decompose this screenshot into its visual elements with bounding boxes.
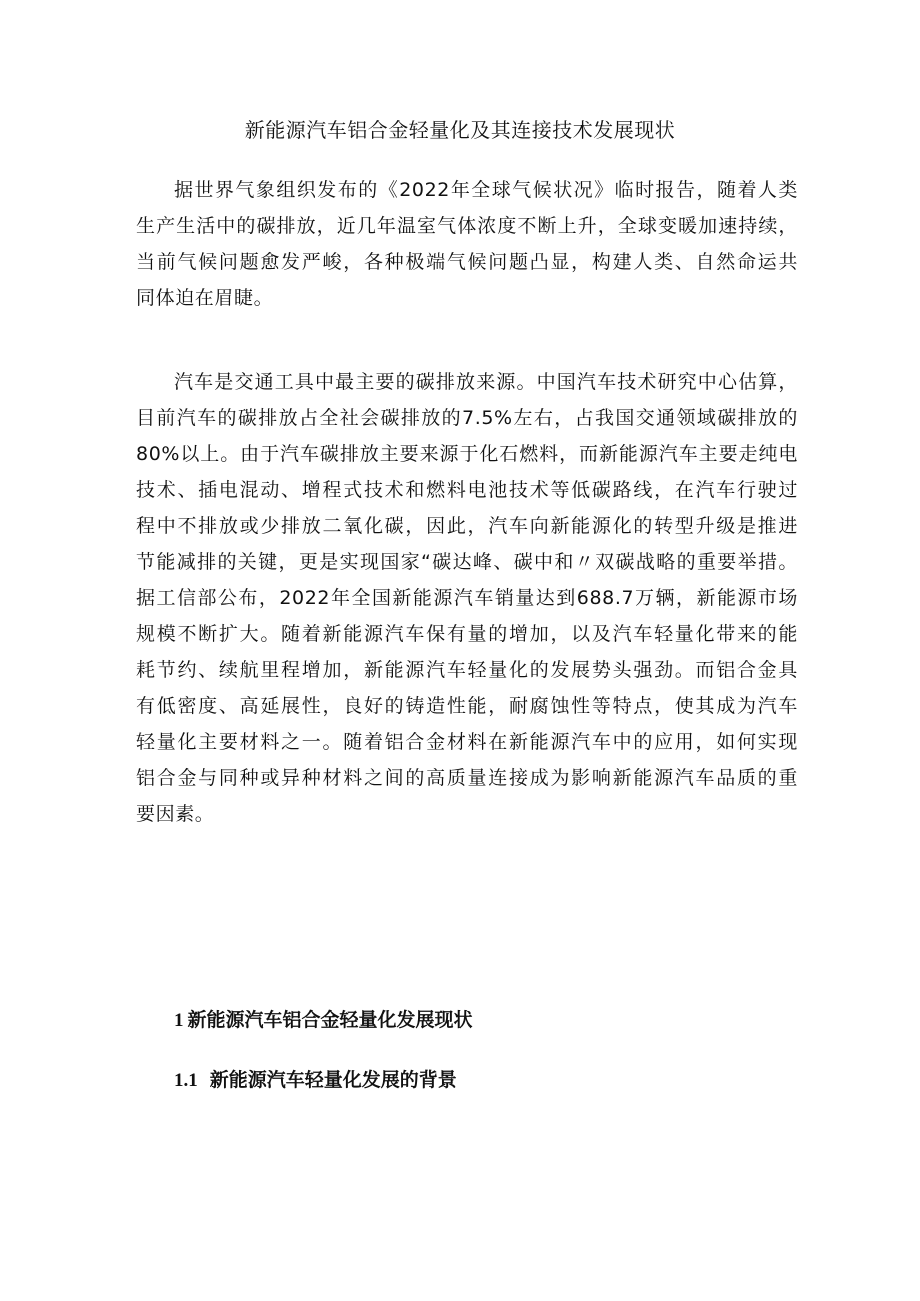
subsection-heading-text: 新能源汽车轻量化发展的背景 xyxy=(209,1069,457,1091)
paragraph-line: 程中不排放或少排放二氧化碳，因此，汽车向新能源化的转型升级是推进 xyxy=(136,515,798,537)
section-heading-text: 新能源汽车铝合金轻量化发展现状 xyxy=(187,1009,473,1031)
paragraph-line: 80%以上。由于汽车碳排放主要来源于化石燃料，而新能源汽车主要走纯电 xyxy=(136,443,798,465)
paragraph-line: 目前汽车的碳排放占全社会碳排放的7.5%左右，占我国交通领域碳排放的 xyxy=(136,407,798,429)
paragraph-line: 轻量化主要材料之一。随着铝合金材料在新能源汽车中的应用，如何实现 xyxy=(136,731,798,753)
paragraph-line: 有低密度、高延展性，良好的铸造性能，耐腐蚀性等特点，使其成为汽车 xyxy=(136,695,798,717)
paragraph-automotive xyxy=(136,364,798,832)
paragraph-line: 节能减排的关键，更是实现国家“碳达峰、碳中和〃双碳战略的重要举措。 xyxy=(136,551,798,573)
paragraph-line: 当前气候问题愈发严峻，各种极端气候问题凸显，构建人类、自然命运共 xyxy=(136,251,798,273)
paragraph-line: 技术、插电混动、增程式技术和燃料电池技术等低碳路线，在汽车行驶过 xyxy=(136,479,798,501)
paragraph-climate xyxy=(136,172,798,316)
paragraph-line: 规模不断扩大。随着新能源汽车保有量的增加，以及汽车轻量化带来的能 xyxy=(136,623,798,645)
subsection-number: 1.1 xyxy=(174,1070,198,1091)
paragraph-line: 据工信部公布，2022年全国新能源汽车销量达到688.7万辆，新能源市场 xyxy=(136,587,798,609)
paragraph-line: 据世界气象组织发布的《2022年全球气候状况》临时报告，随着人类 xyxy=(174,179,798,201)
paragraph-line: 同体迫在眉睫。 xyxy=(136,287,274,309)
paragraph-line: 耗节约、续航里程增加，新能源汽车轻量化的发展势头强劲。而铝合金具 xyxy=(136,659,798,681)
document-title: 新能源汽车铝合金轻量化及其连接技术发展现状 xyxy=(244,118,676,142)
paragraph-line: 汽车是交通工具中最主要的碳排放来源。中国汽车技术研究中心估算， xyxy=(174,371,798,393)
section-heading xyxy=(174,1006,473,1035)
paragraph-line: 生产生活中的碳排放，近几年温室气体浓度不断上升，全球变暖加速持续， xyxy=(136,215,798,237)
paragraph-line: 铝合金与同种或异种材料之间的高质量连接成为影响新能源汽车品质的重 xyxy=(136,767,798,789)
section-number: 1 xyxy=(174,1010,184,1031)
subsection-heading xyxy=(174,1066,457,1095)
paragraph-line: 要因素。 xyxy=(136,803,215,825)
